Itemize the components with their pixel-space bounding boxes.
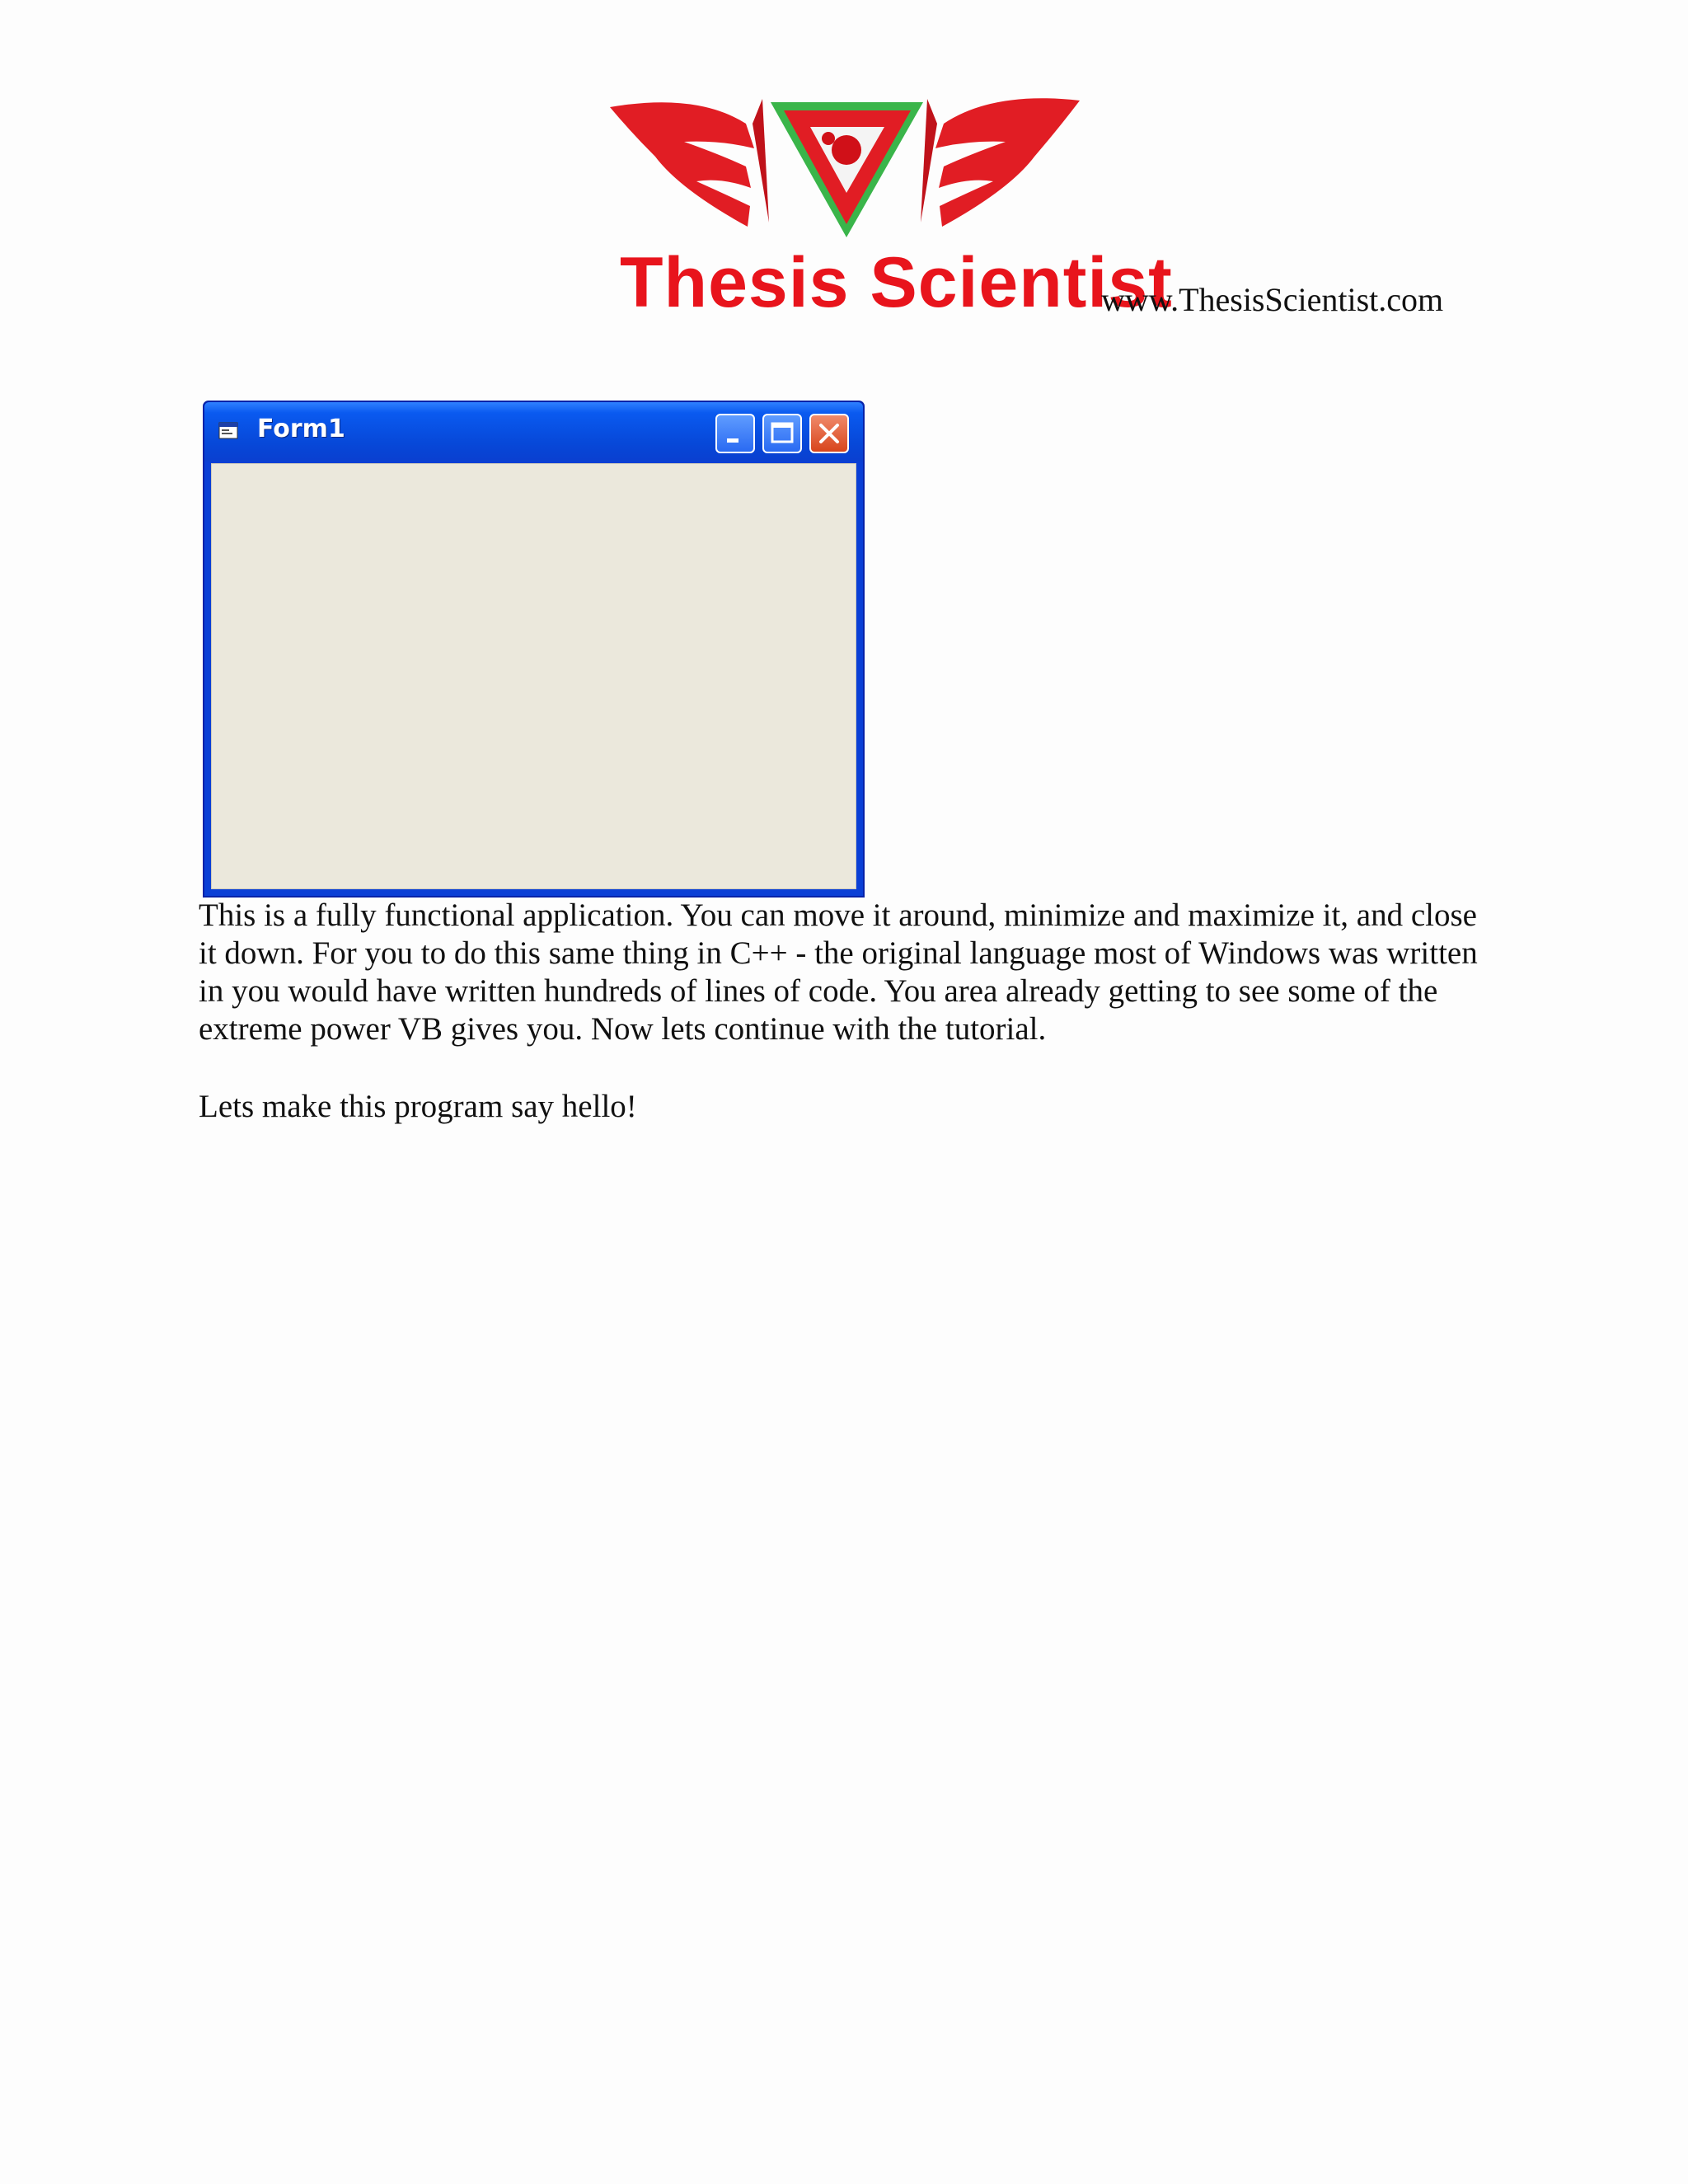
close-icon xyxy=(811,415,847,452)
maximize-button[interactable] xyxy=(762,414,802,453)
form-window[interactable] xyxy=(203,401,865,898)
window-title: Form1 xyxy=(257,415,345,443)
minimize-button[interactable] xyxy=(715,414,755,453)
minimize-icon xyxy=(717,415,753,452)
body-paragraph: This is a fully functional application. You can move it around, minimize and maximize it, and close it down. For you to do this same thing in C++ - the original language most of Windows was written in you would have written hundreds of lines of code. You area already getting to see some of the extreme power VB gives you. Now lets continue with the tutorial. xyxy=(199,898,1478,1047)
form-client-area[interactable] xyxy=(211,463,856,889)
close-button[interactable] xyxy=(809,414,849,453)
winged-triangle-logo-icon xyxy=(606,91,1084,247)
site-url[interactable]: www.ThesisScientist.com xyxy=(1101,281,1444,318)
form-icon xyxy=(218,420,241,442)
window-titlebar[interactable] xyxy=(204,402,863,462)
brand-name: Thesis Scientist xyxy=(620,243,1173,322)
maximize-icon xyxy=(764,415,800,452)
body-paragraph-hello: Lets make this program say hello! xyxy=(199,1089,637,1124)
